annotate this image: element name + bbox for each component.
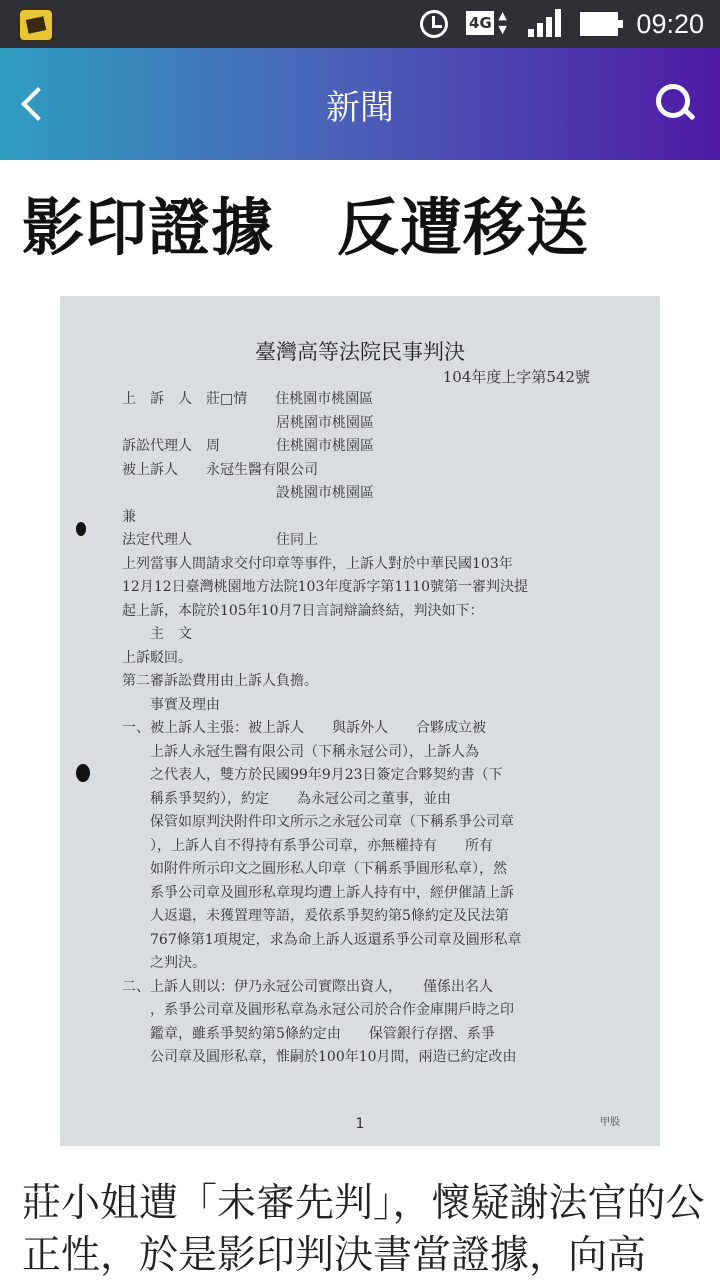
document-line: 上訴駁回。: [122, 649, 192, 666]
document-line: 主 文: [122, 626, 192, 642]
document-line: ），上訴人自不得持有系爭公司章，亦無權持有 所有: [122, 837, 493, 854]
status-bar: [0, 0, 720, 48]
document-line: 人返還，未獲置理等語，爰依系爭契約第5條約定及民法第: [122, 908, 509, 924]
document-line: 如附件所示印文之圓形私人印章（下稱系爭圓形私章），然: [122, 861, 507, 877]
document-line: 被上訴人 永冠生醫有限公司: [122, 461, 318, 478]
signal-strength-icon: [528, 9, 562, 39]
data-arrows-icon: ▲ ▼: [498, 9, 507, 36]
status-time: 09:20: [636, 8, 704, 39]
app-icon: [18, 8, 54, 42]
search-icon[interactable]: [648, 76, 702, 130]
document-line: 訴訟代理人 周 住桃園市桃園區: [122, 438, 374, 454]
document-line: 兼: [122, 508, 136, 525]
document-line: 12月12日臺灣桃園地方法院103年度訴字第1110號第一審判決提: [122, 579, 528, 595]
battery-icon: [580, 12, 618, 36]
document-title: 臺灣高等法院民事判決: [255, 340, 465, 364]
document-line: 上 訴 人 莊□情 住桃園市桃園區: [122, 391, 374, 407]
document-line: 保管如原判決附件印文所示之永冠公司章（下稱系爭公司章: [122, 814, 514, 830]
app-bar: [0, 48, 720, 160]
status-icons: [420, 0, 704, 48]
document-line: 起上訴，本院於105年10月7日言詞辯論終結，判決如下：: [122, 602, 484, 619]
document-line: 上訴人永冠生醫有限公司（下稱永冠公司），上訴人為: [122, 743, 479, 760]
document-line: 設桃園市桃園區: [122, 485, 374, 501]
document-line: 事實及理由: [122, 696, 220, 713]
document-line: 法定代理人 住同上: [122, 532, 318, 548]
document-line: 之判決。: [122, 955, 206, 971]
document-line: 稱系爭契約），約定 為永冠公司之董事，並由: [122, 790, 451, 807]
document-line: 二、上訴人則以：伊乃永冠公司實際出資人， 僅係出名人: [122, 978, 493, 995]
network-type-label: 4G: [466, 11, 494, 35]
document-line: 系爭公司章及圓形私章現均遭上訴人持有中，經伊催請上訴: [122, 884, 514, 901]
document-line: 上列當事人間請求交付印章等事件，上訴人對於中華民國103年: [122, 555, 513, 572]
network-4g-icon: [466, 9, 510, 39]
document-text: [122, 388, 602, 1070]
document-case-number: 104年度上字第542號: [442, 368, 590, 386]
document-line: 一、被上訴人主張：被上訴人 與訴外人 合夥成立被: [122, 720, 486, 736]
article-headline: 影印證據 反遭移送: [22, 191, 590, 264]
document-line: 鑑章，雖系爭契約第5條約定由 保管銀行存摺、系爭: [122, 1025, 495, 1042]
document-line: 767條第1項規定，求為命上訴人返還系爭公司章及圓形私章: [122, 931, 522, 948]
document-line: ，系爭公司章及圓形私章為永冠公司於合作金庫開戶時之印: [122, 1002, 514, 1018]
punch-hole-icon: [76, 764, 90, 782]
alarm-clock-icon: [420, 10, 448, 38]
document-line: 第二審訴訟費用由上訴人負擔。: [122, 673, 318, 689]
document-line: 公司章及圓形私章，惟嗣於100年10月間，兩造已約定改由: [122, 1049, 517, 1065]
page-title: 新聞: [326, 88, 394, 128]
document-line: 之代表人，雙方於民國99年9月23日簽定合夥契約書（下: [122, 767, 503, 783]
document-line: 居桃園市桃園區: [122, 414, 374, 431]
document-footer-mark: 甲股: [600, 1117, 620, 1128]
document-page-number: 1: [355, 1116, 365, 1132]
article-image-court-document[interactable]: [60, 296, 660, 1146]
article-body: 莊小姐遭「未審先判」，懷疑謝法官的公正性，於是影印判決書當證據，向高: [22, 1181, 705, 1278]
punch-hole-icon: [76, 522, 86, 536]
